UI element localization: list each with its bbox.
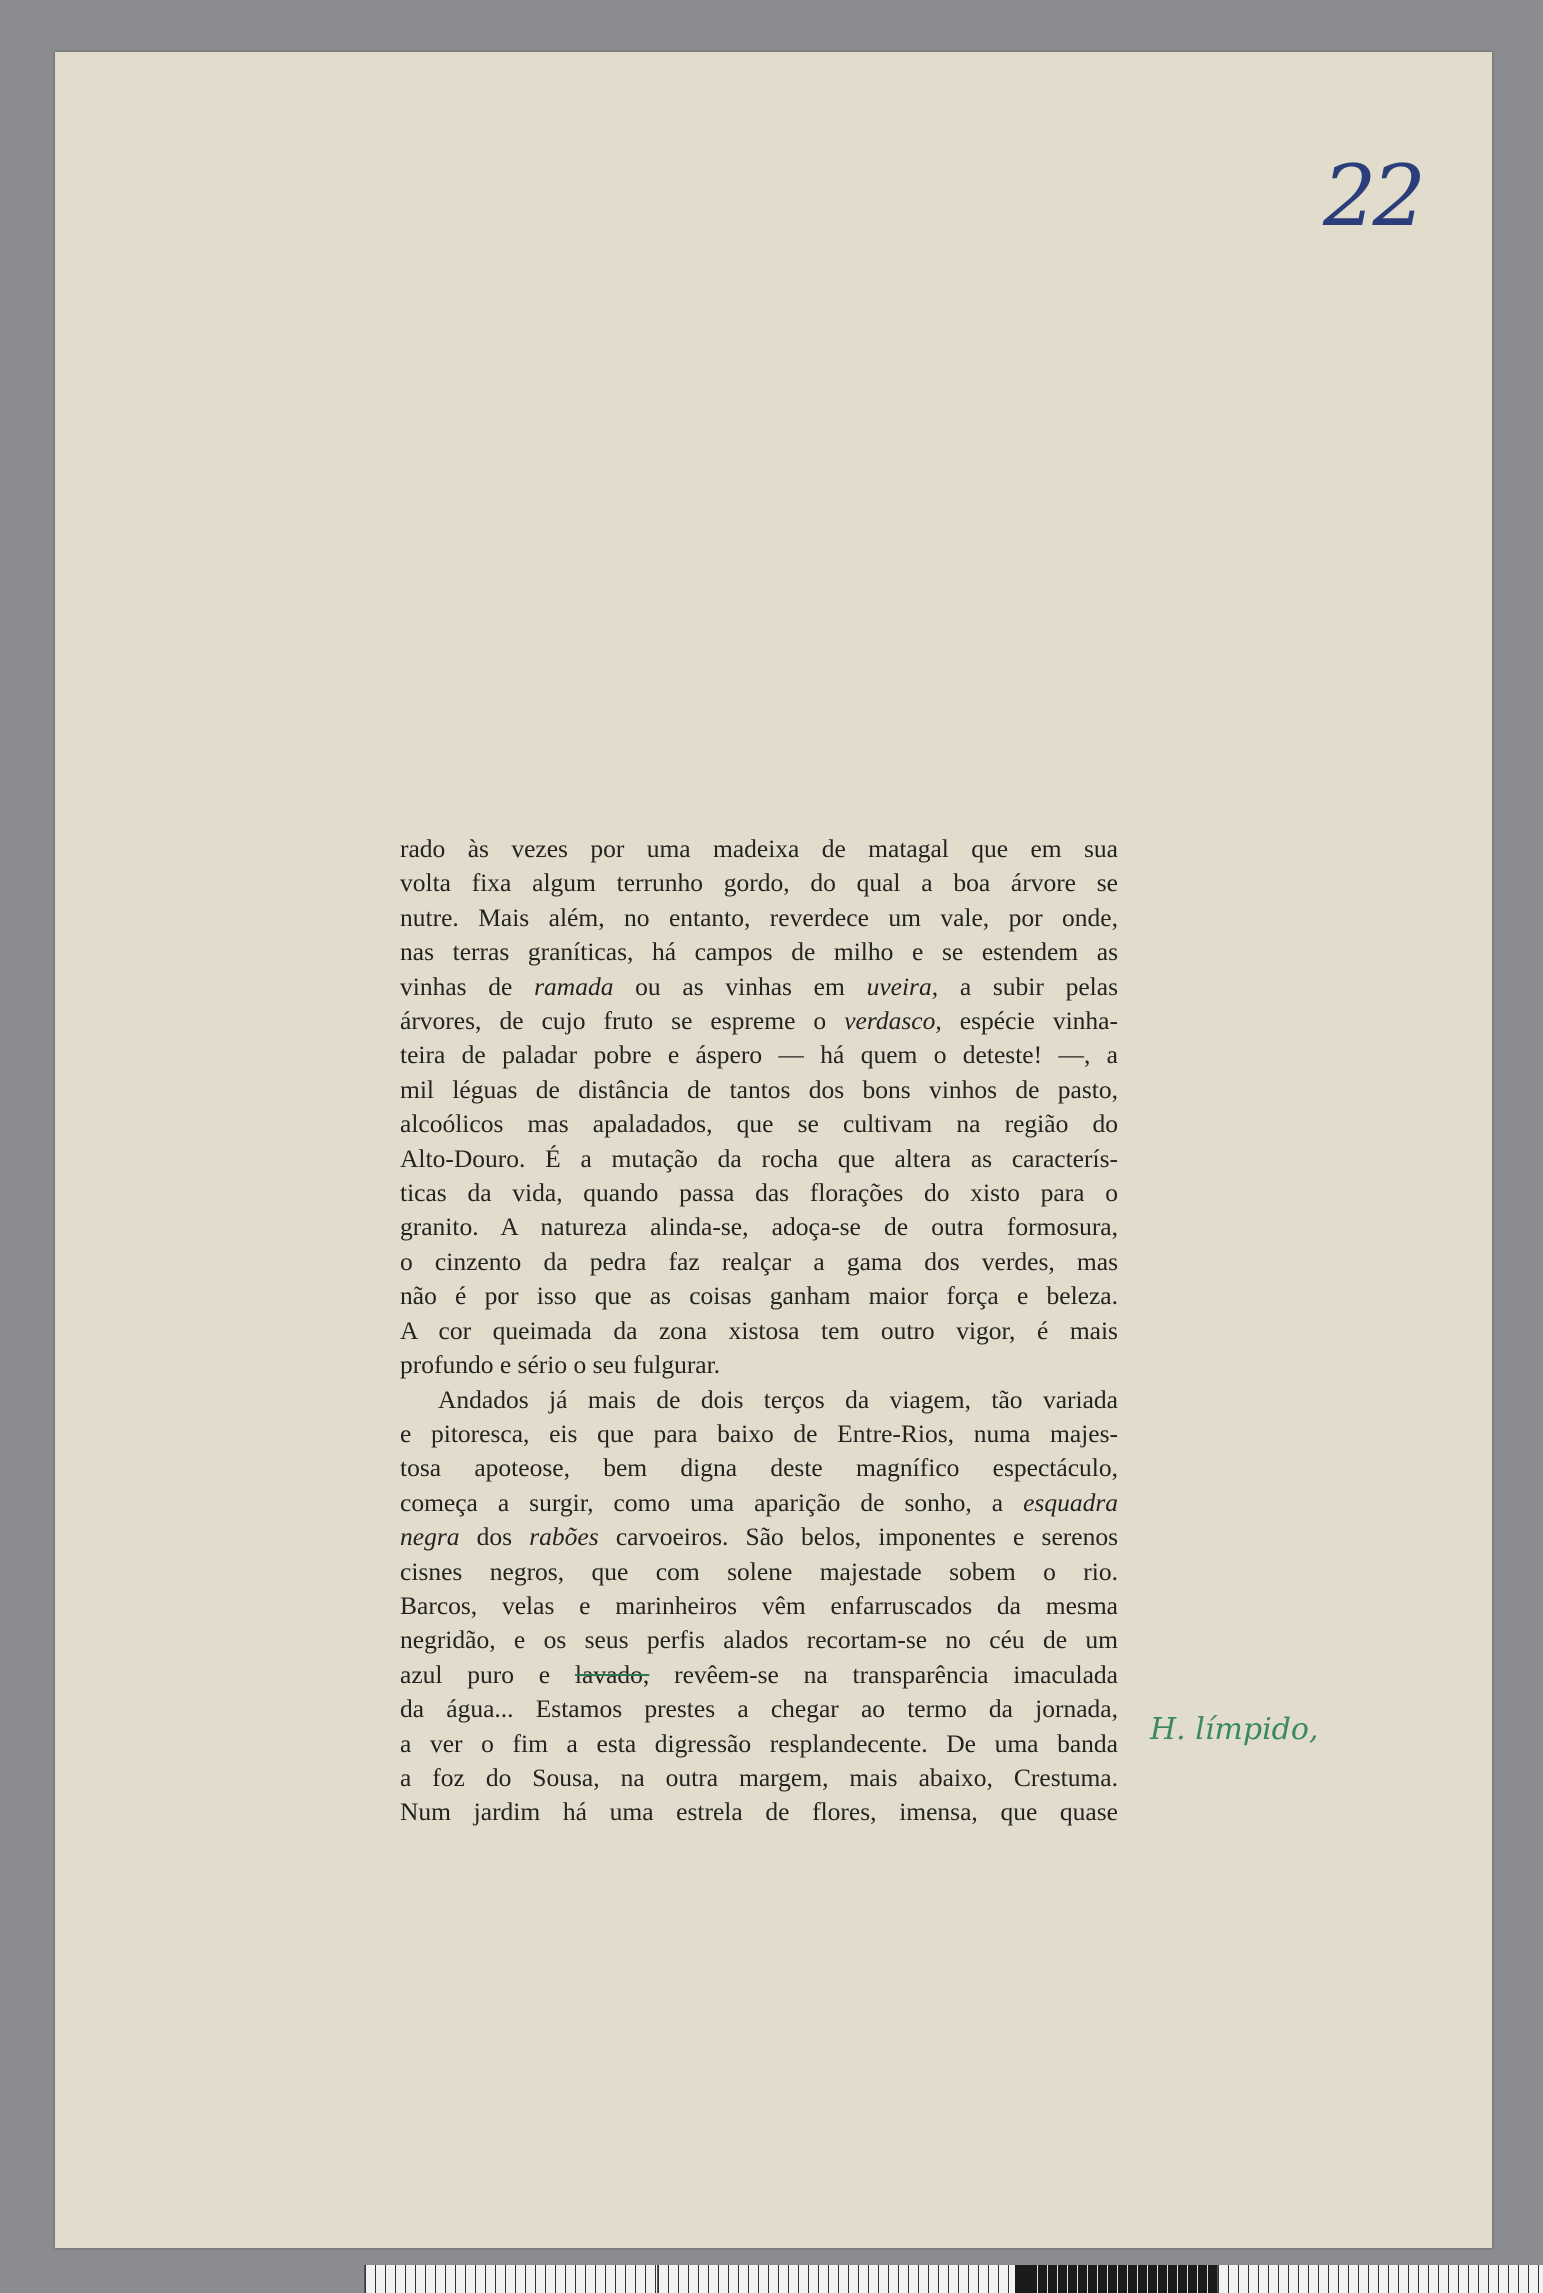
text-line [400, 1417, 1118, 1451]
text-segment: Num jardim há uma estrela de flores, imensa, que quase [400, 1797, 1118, 1827]
text-line [400, 866, 1118, 900]
text-segment: Barcos, velas e marinheiros vêm enfarruscados da mesma [400, 1590, 1118, 1620]
text-line [400, 1176, 1118, 1210]
text-line [400, 1348, 1118, 1382]
text-line [400, 1210, 1118, 1244]
text-segment: dos [459, 1522, 530, 1552]
text-line [400, 1038, 1118, 1072]
text-segment: a foz do Sousa, na outra margem, mais abaixo, Crestuma. [400, 1762, 1118, 1792]
text-segment: Alto-Douro. É a mutação da rocha que altera as caracterís- [400, 1143, 1118, 1173]
text-line [400, 1658, 1118, 1692]
text-line [400, 1795, 1118, 1829]
text-segment: e pitoresca, eis que para baixo de Entre-Rios, numa majes- [400, 1418, 1118, 1448]
text-segment: granito. A natureza alinda-se, adoça-se de outra formosura, [400, 1212, 1118, 1242]
text-segment: Andados já mais de dois terços da viagem, tão variada [438, 1384, 1118, 1414]
text-segment: mil léguas de distância de tantos dos bons vinhos de pasto, [400, 1074, 1118, 1104]
text-line [400, 1279, 1118, 1313]
text-line [400, 1107, 1118, 1141]
text-line [400, 1004, 1118, 1038]
text-line [400, 1142, 1118, 1176]
text-segment: ticas da vida, quando passa das florações do xisto para o [400, 1178, 1118, 1208]
text-line [400, 1451, 1118, 1485]
italic-text: rabões [529, 1522, 599, 1552]
text-line [400, 1314, 1118, 1348]
text-line [400, 1623, 1118, 1657]
text-line [400, 832, 1118, 866]
text-segment: começa a surgir, como uma aparição de sonho, a [400, 1487, 1024, 1517]
text-segment: carvoeiros. São belos, imponentes e serenos [598, 1522, 1118, 1552]
italic-text: uveira, [866, 971, 939, 1001]
text-line [400, 935, 1118, 969]
text-segment: nas terras graníticas, há campos de milho e se estendem as [400, 937, 1118, 967]
italic-text: ramada [534, 971, 614, 1001]
text-segment: A cor queimada da zona xistosa tem outro vigor, é mais [400, 1315, 1118, 1345]
text-line [400, 1520, 1118, 1554]
margin-note: H. límpido, [1150, 1712, 1319, 1747]
text-line [400, 1761, 1118, 1795]
text-segment: volta fixa algum terrunho gordo, do qual a boa árvore se [400, 868, 1118, 898]
text-segment: árvores, de cujo fruto se espreme o [400, 1006, 845, 1036]
text-line [400, 1589, 1118, 1623]
scale-ruler [0, 2265, 1543, 2293]
struck-word: lavado, [574, 1659, 650, 1689]
text-segment: revêem-se na transparência imaculada [649, 1659, 1118, 1689]
text-segment: a subir pelas [938, 971, 1118, 1001]
handwritten-page-number: 22 [1323, 147, 1422, 245]
paper-sheet [55, 52, 1492, 2248]
text-segment: ou as vinhas em [613, 971, 867, 1001]
text-segment: alcoólicos mas apaladados, que se cultivam na região do [400, 1109, 1118, 1139]
text-line [400, 1383, 1118, 1417]
text-segment: da água... Estamos prestes a chegar ao termo da jornada, [400, 1694, 1118, 1724]
text-line [400, 1692, 1118, 1726]
text-segment: profundo e sério o seu fulgurar. [400, 1350, 721, 1380]
text-segment: tosa apoteose, bem digna deste magnífico espectáculo, [400, 1453, 1118, 1483]
text-segment: espécie vinha- [941, 1006, 1118, 1036]
text-segment: vinhas de [400, 971, 535, 1001]
text-line [400, 1073, 1118, 1107]
text-segment: azul puro e [400, 1659, 575, 1689]
text-segment: nutre. Mais além, no entanto, reverdece um vale, por onde, [400, 902, 1118, 932]
text-line [400, 1245, 1118, 1279]
text-segment: cisnes negros, que com solene majestade sobem o rio. [400, 1556, 1118, 1586]
text-line [400, 970, 1118, 1004]
italic-text: esquadra [1023, 1487, 1118, 1517]
text-segment: não é por isso que as coisas ganham maior força e beleza. [400, 1281, 1118, 1311]
text-line [400, 1555, 1118, 1589]
body-text [400, 832, 1118, 1830]
text-segment: o cinzento da pedra faz realçar a gama dos verdes, mas [400, 1246, 1118, 1276]
text-line [400, 901, 1118, 935]
italic-text: verdasco, [844, 1006, 942, 1036]
text-segment: negridão, e os seus perfis alados recortam-se no céu de um [400, 1625, 1118, 1655]
italic-text: negra [400, 1522, 460, 1552]
text-segment: rado às vezes por uma madeixa de matagal que em sua [400, 834, 1118, 863]
text-line [400, 1727, 1118, 1761]
text-line [400, 1486, 1118, 1520]
text-segment: a ver o fim a esta digressão resplandecente. De uma banda [400, 1728, 1118, 1758]
text-segment: teira de paladar pobre e áspero — há quem o deteste! —, a [400, 1040, 1118, 1070]
